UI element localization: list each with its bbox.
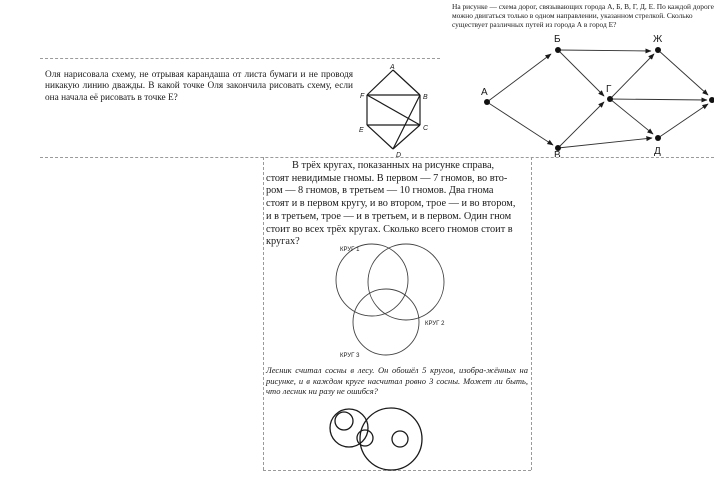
city-g: Г — [606, 84, 612, 95]
gnomes-line: и в третьем, трое — и в третьем, и в первом. Один гном — [266, 210, 512, 222]
city-b: Б — [554, 34, 561, 45]
drawing-problem-text: Оля нарисовала схему, не отрывая карандаша от листа бумаги и не проводя никакую линию дважды. В какой точке Оля закончила рисовать схему, если она начала её рисовать в точке Е? — [45, 70, 353, 103]
gnomes-line: стоят и в первом кругу, и во втором, трое — и во втором, — [266, 198, 516, 210]
separator-right — [531, 157, 532, 470]
gnomes-line: кругах? — [266, 236, 300, 248]
road-diagram — [470, 30, 714, 157]
five-circles-diagram — [323, 400, 425, 474]
separator-top — [40, 58, 440, 59]
forester-problem-text: Лесник считал сосны в лесу. Он обошёл 5 кругов, изобра-жённых на рисунке, и в каждом круге насчитал ровно 3 сосны. Может ли быть, что лесник ни разу не ошибся? — [266, 365, 528, 397]
separator-left — [263, 157, 264, 470]
city-zh: Ж — [653, 34, 663, 45]
gnomes-problem-text — [266, 160, 528, 249]
gnomes-line: В трёх кругах, показанных на рисунке справа, — [292, 160, 495, 171]
label-d: D — [396, 152, 402, 158]
city-a: А — [481, 87, 488, 98]
circle-2-label: КРУГ 2 — [425, 321, 445, 327]
label-e: E — [359, 127, 364, 134]
gnomes-line: стоят невидимые гномы. В первом — 7 гномов, во вто- — [266, 172, 508, 184]
roads-problem-text: На рисунке — схема дорог, связывающих города А, Б, В, Г, Д, Е. По каждой дороге можно двигаться только в одном направлении, указанном стрелкой. Сколько существует различных путей из города А в город Е? — [452, 2, 714, 30]
city-d: Д — [654, 146, 661, 157]
city-v: В — [554, 150, 561, 157]
circle-1-label: КРУГ 1 — [340, 247, 360, 253]
circle-3-label: КРУГ 3 — [340, 353, 360, 359]
label-c: C — [423, 125, 429, 132]
gnomes-line: стоит во всех трёх кругах. Сколько всего гномов стоит в — [266, 223, 513, 235]
label-a: A — [390, 64, 395, 71]
three-circles-diagram — [320, 240, 460, 362]
label-f: F — [360, 93, 365, 100]
gnomes-line: ром — 8 гномов, в третьем — 10 гномов. Два гнома — [266, 185, 494, 197]
label-b: B — [423, 94, 428, 101]
drawing-figure — [356, 62, 436, 158]
